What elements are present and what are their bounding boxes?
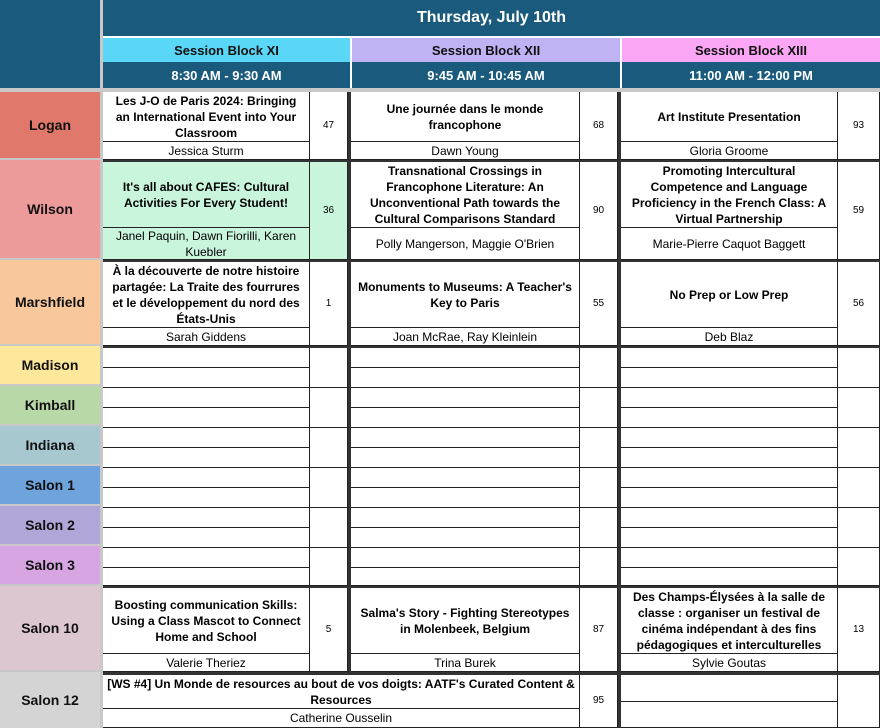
empty-cell (621, 702, 838, 728)
empty-cell (580, 548, 618, 586)
row-rule (103, 260, 880, 262)
empty-cell (351, 508, 580, 528)
empty-cell (351, 408, 580, 428)
empty-cell (351, 568, 580, 586)
session-presenter: Joan McRae, Ray Kleinlein (351, 328, 580, 346)
room-madison: Madison (0, 346, 100, 386)
empty-cell (103, 568, 310, 586)
empty-cell (103, 408, 310, 428)
block-xi-time: 8:30 AM - 9:30 AM (103, 62, 350, 88)
session-number: 93 (838, 92, 880, 160)
session-presenter: Sarah Giddens (103, 328, 310, 346)
empty-cell (103, 368, 310, 388)
session-title: Art Institute Presentation (621, 92, 838, 142)
empty-cell (351, 428, 580, 448)
session-presenter: Polly Mangerson, Maggie O'Brien (351, 228, 580, 260)
session-title: Boosting communication Skills: Using a Class Mascot to Connect Home and School (103, 588, 310, 654)
room-marshfield: Marshfield (0, 260, 100, 346)
empty-cell (310, 348, 348, 388)
empty-cell (621, 528, 838, 548)
empty-cell (838, 468, 880, 508)
room-indiana: Indiana (0, 426, 100, 466)
empty-cell (580, 388, 618, 428)
room-wilson: Wilson (0, 160, 100, 260)
block-xii-name: Session Block XII (352, 38, 620, 62)
empty-cell (310, 428, 348, 468)
session-number: 59 (838, 162, 880, 260)
empty-cell (838, 348, 880, 388)
session-presenter: Janel Paquin, Dawn Fiorilli, Karen Kuebler (103, 228, 310, 260)
session-number: 36 (310, 162, 348, 260)
session-number: 55 (580, 262, 618, 346)
empty-cell (621, 548, 838, 568)
workshop-number: 95 (580, 675, 618, 728)
block-xiii-time: 11:00 AM - 12:00 PM (622, 62, 880, 88)
row-rule (103, 160, 880, 162)
empty-cell (103, 448, 310, 468)
session-title: No Prep or Low Prep (621, 262, 838, 328)
room-salon-3: Salon 3 (0, 546, 100, 586)
empty-cell (621, 675, 838, 702)
page-title: Thursday, July 10th (103, 0, 880, 36)
room-salon-10: Salon 10 (0, 586, 100, 672)
room-salon-2: Salon 2 (0, 506, 100, 546)
empty-cell (838, 508, 880, 548)
session-number: 56 (838, 262, 880, 346)
session-number: 5 (310, 588, 348, 672)
session-title: Monuments to Museums: A Teacher's Key to Paris (351, 262, 580, 328)
room-salon-12: Salon 12 (0, 672, 100, 728)
empty-cell (621, 348, 838, 368)
empty-cell (351, 368, 580, 388)
empty-cell (351, 488, 580, 508)
block-xii-time: 9:45 AM - 10:45 AM (352, 62, 620, 88)
empty-cell (621, 508, 838, 528)
empty-cell (621, 448, 838, 468)
empty-cell (621, 488, 838, 508)
empty-cell (103, 488, 310, 508)
empty-cell (351, 528, 580, 548)
session-title: À la découverte de notre histoire partagée: La Traite des fourrures et le développement du nord des États-Unis (103, 262, 310, 328)
empty-cell (838, 428, 880, 468)
empty-cell (580, 508, 618, 548)
empty-cell (621, 568, 838, 586)
room-logan: Logan (0, 92, 100, 160)
empty-cell (310, 388, 348, 428)
empty-cell (838, 675, 880, 728)
session-number: 87 (580, 588, 618, 672)
empty-cell (310, 508, 348, 548)
session-number: 90 (580, 162, 618, 260)
empty-cell (351, 468, 580, 488)
empty-cell (838, 388, 880, 428)
session-number: 68 (580, 92, 618, 160)
session-presenter: Dawn Young (351, 142, 580, 160)
empty-cell (103, 548, 310, 568)
empty-cell (103, 428, 310, 448)
session-title: Promoting Intercultural Competence and Language Proficiency in the French Class: A Virtual Partnership (621, 162, 838, 228)
workshop-presenter: Catherine Ousselin (103, 709, 580, 728)
empty-cell (310, 548, 348, 586)
empty-cell (103, 388, 310, 408)
corner-cell (0, 0, 100, 88)
empty-cell (103, 508, 310, 528)
session-title: Salma's Story - Fighting Stereotypes in Molenbeek, Belgium (351, 588, 580, 654)
session-presenter: Sylvie Goutas (621, 654, 838, 672)
empty-cell (621, 468, 838, 488)
empty-cell (351, 448, 580, 468)
session-title: It's all about CAFES: Cultural Activities For Every Student! (103, 162, 310, 228)
session-presenter: Gloria Groome (621, 142, 838, 160)
session-presenter: Deb Blaz (621, 328, 838, 346)
session-presenter: Marie-Pierre Caquot Baggett (621, 228, 838, 260)
empty-cell (621, 428, 838, 448)
empty-cell (621, 388, 838, 408)
empty-cell (310, 468, 348, 508)
block-xiii-name: Session Block XIII (622, 38, 880, 62)
row-rule (103, 346, 880, 348)
room-kimball: Kimball (0, 386, 100, 426)
session-presenter: Jessica Sturm (103, 142, 310, 160)
row-rule (103, 586, 880, 588)
empty-cell (103, 348, 310, 368)
empty-cell (580, 468, 618, 508)
empty-cell (580, 348, 618, 388)
empty-cell (351, 348, 580, 368)
empty-cell (838, 548, 880, 586)
session-presenter: Trina Burek (351, 654, 580, 672)
workshop-title: [WS #4] Un Monde de resources au bout de vos doigts: AATF's Curated Content & Resources (103, 675, 580, 709)
session-number: 1 (310, 262, 348, 346)
session-title: Une journée dans le monde francophone (351, 92, 580, 142)
empty-cell (103, 468, 310, 488)
session-title: Des Champs-Élysées à la salle de classe : organiser un festival de cinéma indépendant à des fins pédagogiques et interculturelles (621, 588, 838, 654)
session-number: 47 (310, 92, 348, 160)
empty-cell (103, 528, 310, 548)
session-title: Les J-O de Paris 2024: Bringing an International Event into Your Classroom (103, 92, 310, 142)
room-salon-1: Salon 1 (0, 466, 100, 506)
session-number: 13 (838, 588, 880, 672)
block-xi-name: Session Block XI (103, 38, 350, 62)
session-presenter: Valerie Theriez (103, 654, 310, 672)
empty-cell (580, 428, 618, 468)
empty-cell (351, 548, 580, 568)
session-title: Transnational Crossings in Francophone Literature: An Unconventional Path towards the Cultural Comparisons Standard (351, 162, 580, 228)
empty-cell (621, 368, 838, 388)
empty-cell (351, 388, 580, 408)
empty-cell (621, 408, 838, 428)
